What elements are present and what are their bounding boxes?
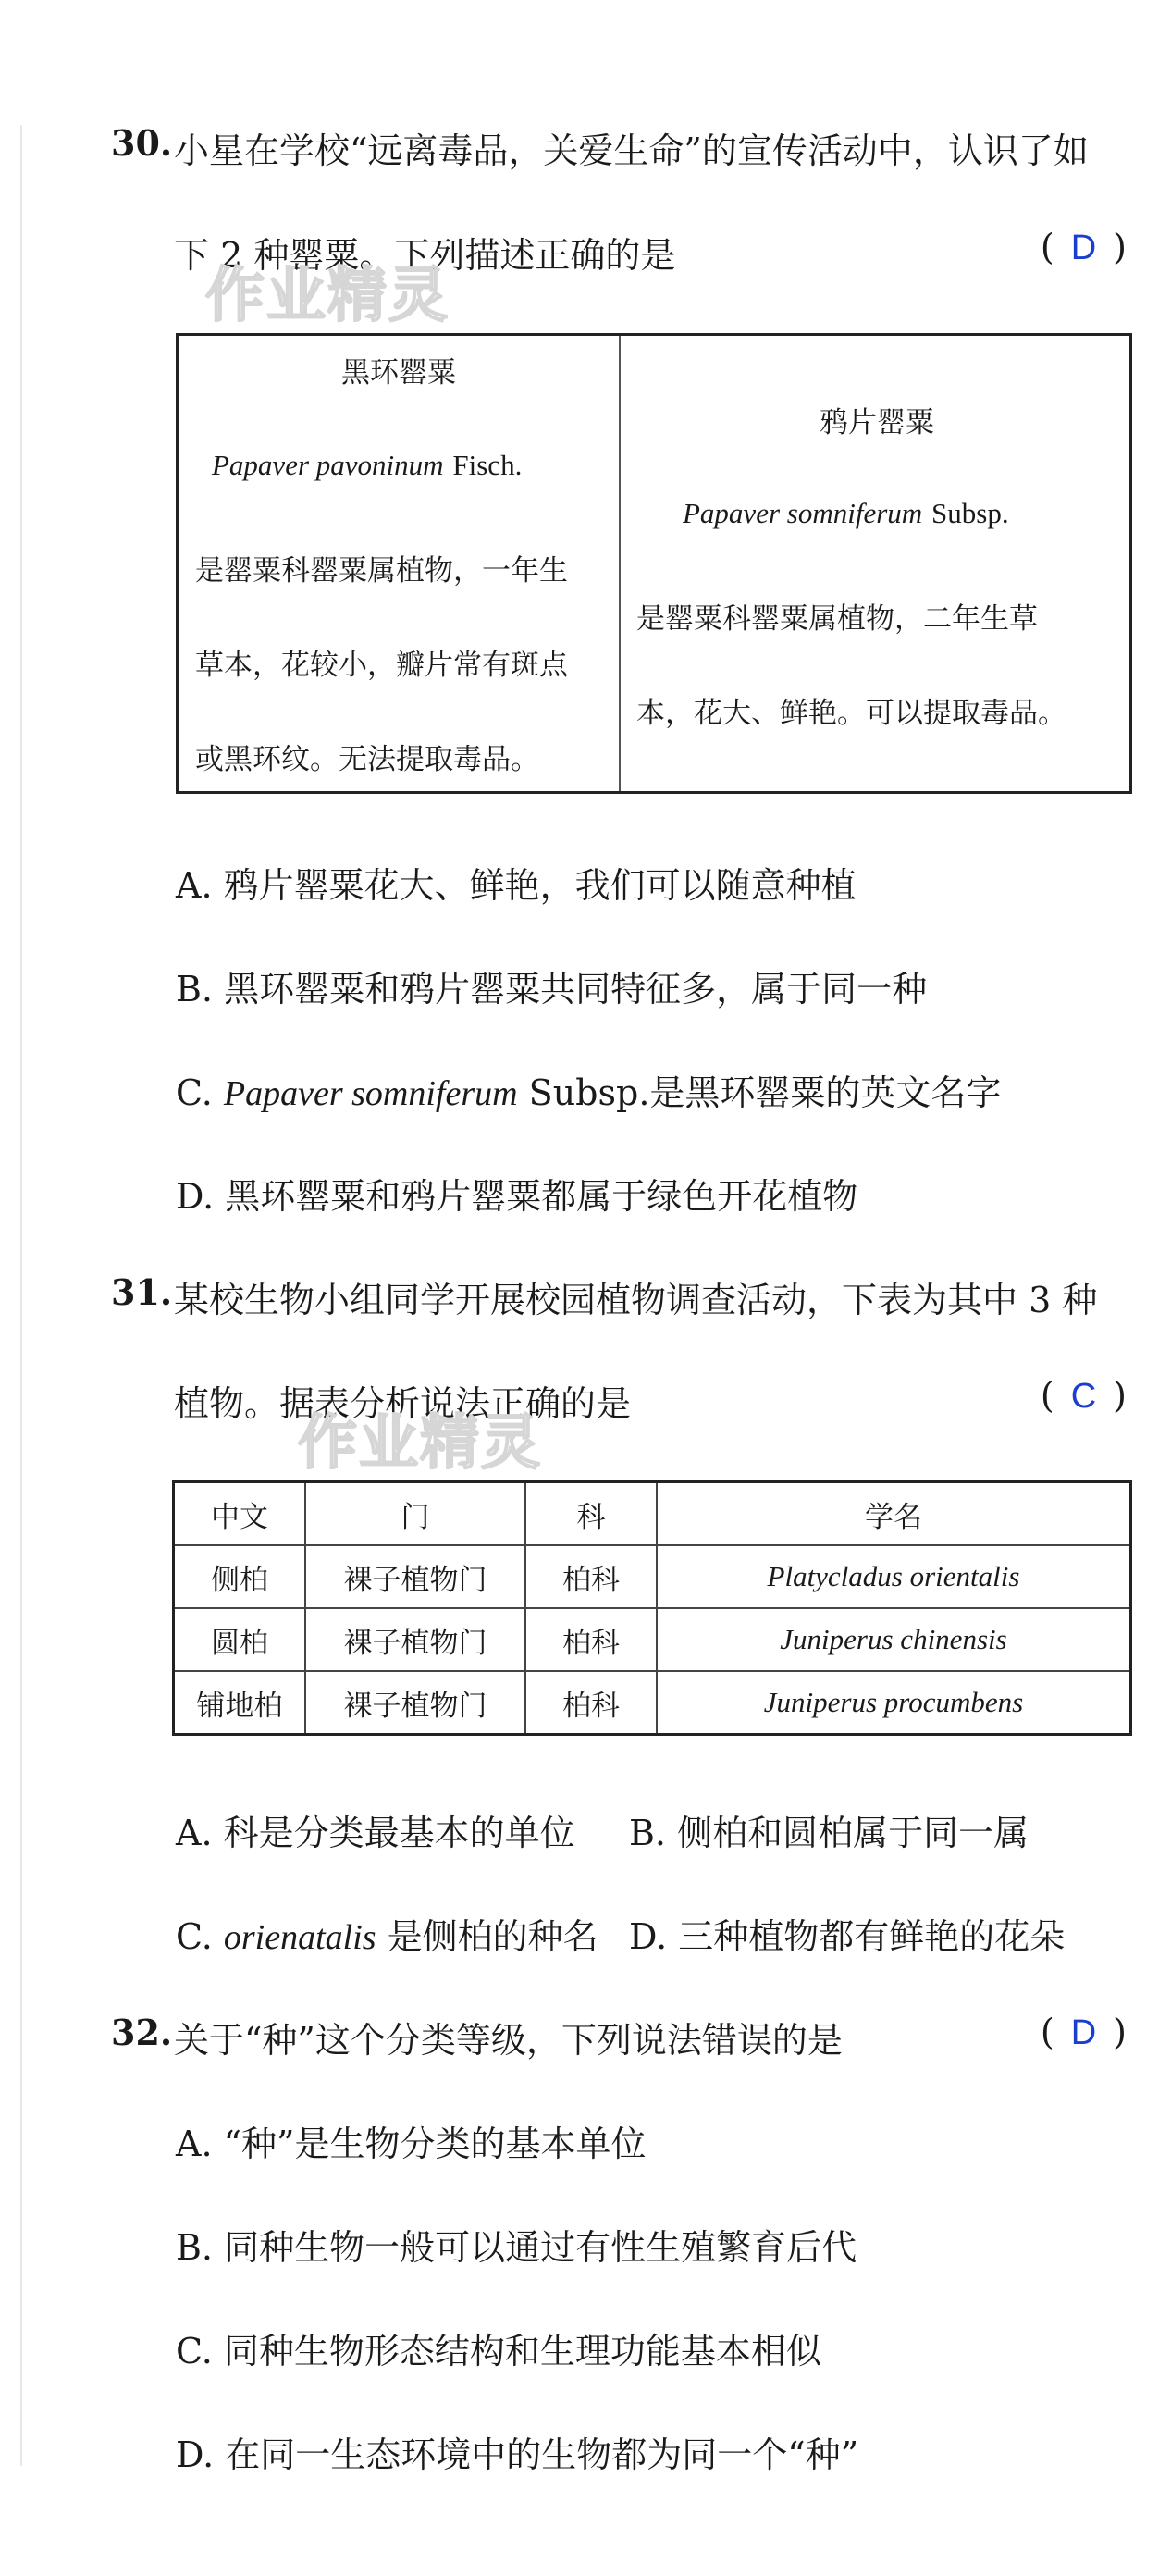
q30-stem-line1: 小星在学校“远离毒品，关爱生命”的宣传活动中，认识了如 xyxy=(174,130,1089,171)
table-row xyxy=(174,1671,1131,1735)
q31-option-d: D. 三种植物都有鲜艳的花朵 xyxy=(629,1916,1066,1957)
q32-number: 32. xyxy=(111,2012,173,2053)
plant-table-header xyxy=(174,1482,1131,1546)
poppy-right-desc2: 本，花大、鲜艳。可以提取毒品。 xyxy=(636,697,1066,730)
q31-option-c: C. orienatalis 是侧柏的种名 xyxy=(176,1916,598,1957)
table-row xyxy=(174,1608,1131,1671)
plant-table xyxy=(172,1480,1132,1736)
watermark-logo-2: 作业精灵 xyxy=(298,1409,542,1478)
q31-option-b: B. 侧柏和圆柏属于同一属 xyxy=(629,1813,1029,1853)
q30-option-a: A. 鸦片罂粟花大、鲜艳，我们可以随意种植 xyxy=(176,865,857,906)
q31-stem-line2: 植物。据表分析说法正确的是 xyxy=(174,1383,632,1424)
cell-name: 铺地柏 xyxy=(174,1671,306,1735)
q32-answer: ( D ) xyxy=(1040,2012,1127,2052)
header-family: 科 xyxy=(525,1482,657,1546)
q32-answer-letter: D xyxy=(1070,2013,1097,2052)
poppy-left-name: 黑环罂粟 xyxy=(341,356,456,390)
poppy-right-name: 鸦片罂粟 xyxy=(820,406,934,440)
q30-stem-line2: 下 2 种罂粟。下列描述正确的是 xyxy=(174,235,676,276)
q31-options-row2 xyxy=(176,1908,1066,1959)
q31-answer-letter: C xyxy=(1070,1377,1097,1416)
q30-answer: ( D ) xyxy=(1040,227,1127,267)
poppy-table-divider xyxy=(619,336,621,791)
header-scientific: 学名 xyxy=(657,1482,1131,1546)
q30-option-c: C. Papaver somniferum Subsp.是黑环罂粟的英文名字 xyxy=(176,1072,1002,1113)
cell-family: 柏科 xyxy=(525,1671,657,1735)
cell-name: 圆柏 xyxy=(174,1608,306,1671)
watermark-logo: 作业精灵 xyxy=(205,262,450,330)
q31-stem-line1: 某校生物小组同学开展校园植物调查活动，下表为其中 3 种 xyxy=(174,1280,1098,1320)
poppy-left-scientific: Papaver pavoninum Fisch. xyxy=(212,449,523,481)
cell-name: 侧柏 xyxy=(174,1545,306,1608)
poppy-left-desc2: 草本，花较小，瓣片常有斑点 xyxy=(195,649,568,682)
q30-answer-letter: D xyxy=(1070,229,1097,267)
cell-family: 柏科 xyxy=(525,1545,657,1608)
header-chinese: 中文 xyxy=(174,1482,306,1546)
q30-number: 30. xyxy=(111,122,173,164)
q31-option-a: A. 科是分类最基本的单位 xyxy=(176,1813,575,1853)
poppy-right-scientific: Papaver somniferum Subsp. xyxy=(683,497,1009,529)
q30-option-d: D. 黑环罂粟和鸦片罂粟都属于绿色开花植物 xyxy=(176,1176,858,1217)
cell-phylum: 裸子植物门 xyxy=(305,1608,525,1671)
cell-phylum: 裸子植物门 xyxy=(305,1671,525,1735)
cell-scientific: Juniperus chinensis xyxy=(657,1608,1131,1671)
cell-family: 柏科 xyxy=(525,1608,657,1671)
page-edge-line xyxy=(20,125,22,2466)
q31-number: 31. xyxy=(111,1271,173,1313)
table-row xyxy=(174,1545,1131,1608)
q30-option-b: B. 黑环罂粟和鸦片罂粟共同特征多，属于同一种 xyxy=(176,969,928,1009)
q32-option-d: D. 在同一生态环境中的生物都为同一个“种” xyxy=(176,2434,859,2475)
poppy-left-desc1: 是罂粟科罂粟属植物，一年生 xyxy=(195,554,568,588)
q31-options-row1 xyxy=(176,1804,1029,1855)
cell-scientific: Juniperus procumbens xyxy=(657,1671,1131,1735)
q32-option-a: A. “种”是生物分类的基本单位 xyxy=(176,2124,647,2164)
q31-answer: ( C ) xyxy=(1040,1375,1127,1416)
poppy-table xyxy=(176,333,1132,794)
poppy-left-desc3: 或黑环纹。无法提取毒品。 xyxy=(195,743,539,776)
q32-stem-line1: 关于“种”这个分类等级，下列说法错误的是 xyxy=(174,2020,843,2061)
poppy-right-desc1: 是罂粟科罂粟属植物，二年生草 xyxy=(636,602,1038,636)
q32-option-c: C. 同种生物形态结构和生理功能基本相似 xyxy=(176,2331,821,2372)
cell-phylum: 裸子植物门 xyxy=(305,1545,525,1608)
cell-scientific: Platycladus orientalis xyxy=(657,1545,1131,1608)
header-phylum: 门 xyxy=(305,1482,525,1546)
q32-option-b: B. 同种生物一般可以通过有性生殖繁育后代 xyxy=(176,2227,857,2268)
